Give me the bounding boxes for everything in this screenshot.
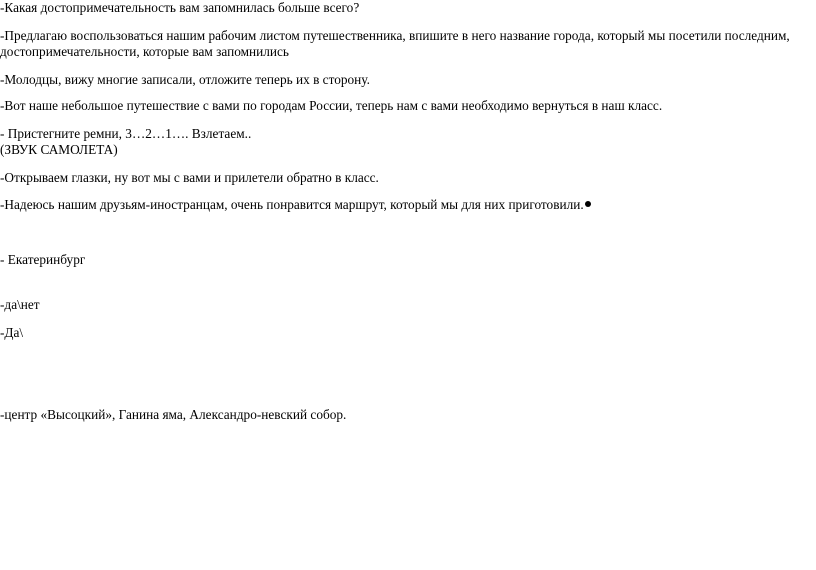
bullet-dot-icon xyxy=(585,201,591,207)
text-line-hope xyxy=(0,197,591,213)
text-line-plane-sound: (ЗВУК САМОЛЕТА) xyxy=(0,142,118,157)
text-line-worksheet: -Предлагаю воспользоваться нашим рабочим листом путешественника, впишите в него название города, который мы посетили последним, достопримечательности, которые вам запомнились xyxy=(0,28,790,59)
text-line-well-done: -Молодцы, вижу многие записали, отложите теперь их в сторону. xyxy=(0,72,370,87)
text-line-question: -Какая достопримечательность вам запомнилась больше всего? xyxy=(0,0,360,15)
text-line-yes-no: -да\нет xyxy=(0,297,40,312)
text-line-fasten-belts: - Пристегните ремни, 3…2…1…. Взлетаем.. xyxy=(0,126,252,141)
text-line-ekaterinburg: - Екатеринбург xyxy=(0,252,86,267)
text-line-journey: -Вот наше небольшое путешествие с вами по городам России, теперь нам с вами необходимо вернуться в наш класс. xyxy=(0,98,663,113)
text-line-hope-text: -Надеюсь нашим друзьям-иностранцам, очень понравится маршрут, который мы для них приготовили. xyxy=(0,197,584,212)
text-line-yes: -Да\ xyxy=(0,325,24,340)
text-line-sights: -центр «Высоцкий», Ганина яма, Александро-невский собор. xyxy=(0,407,347,422)
text-line-open-eyes: -Открываем глазки, ну вот мы с вами и прилетели обратно в класс. xyxy=(0,170,379,185)
